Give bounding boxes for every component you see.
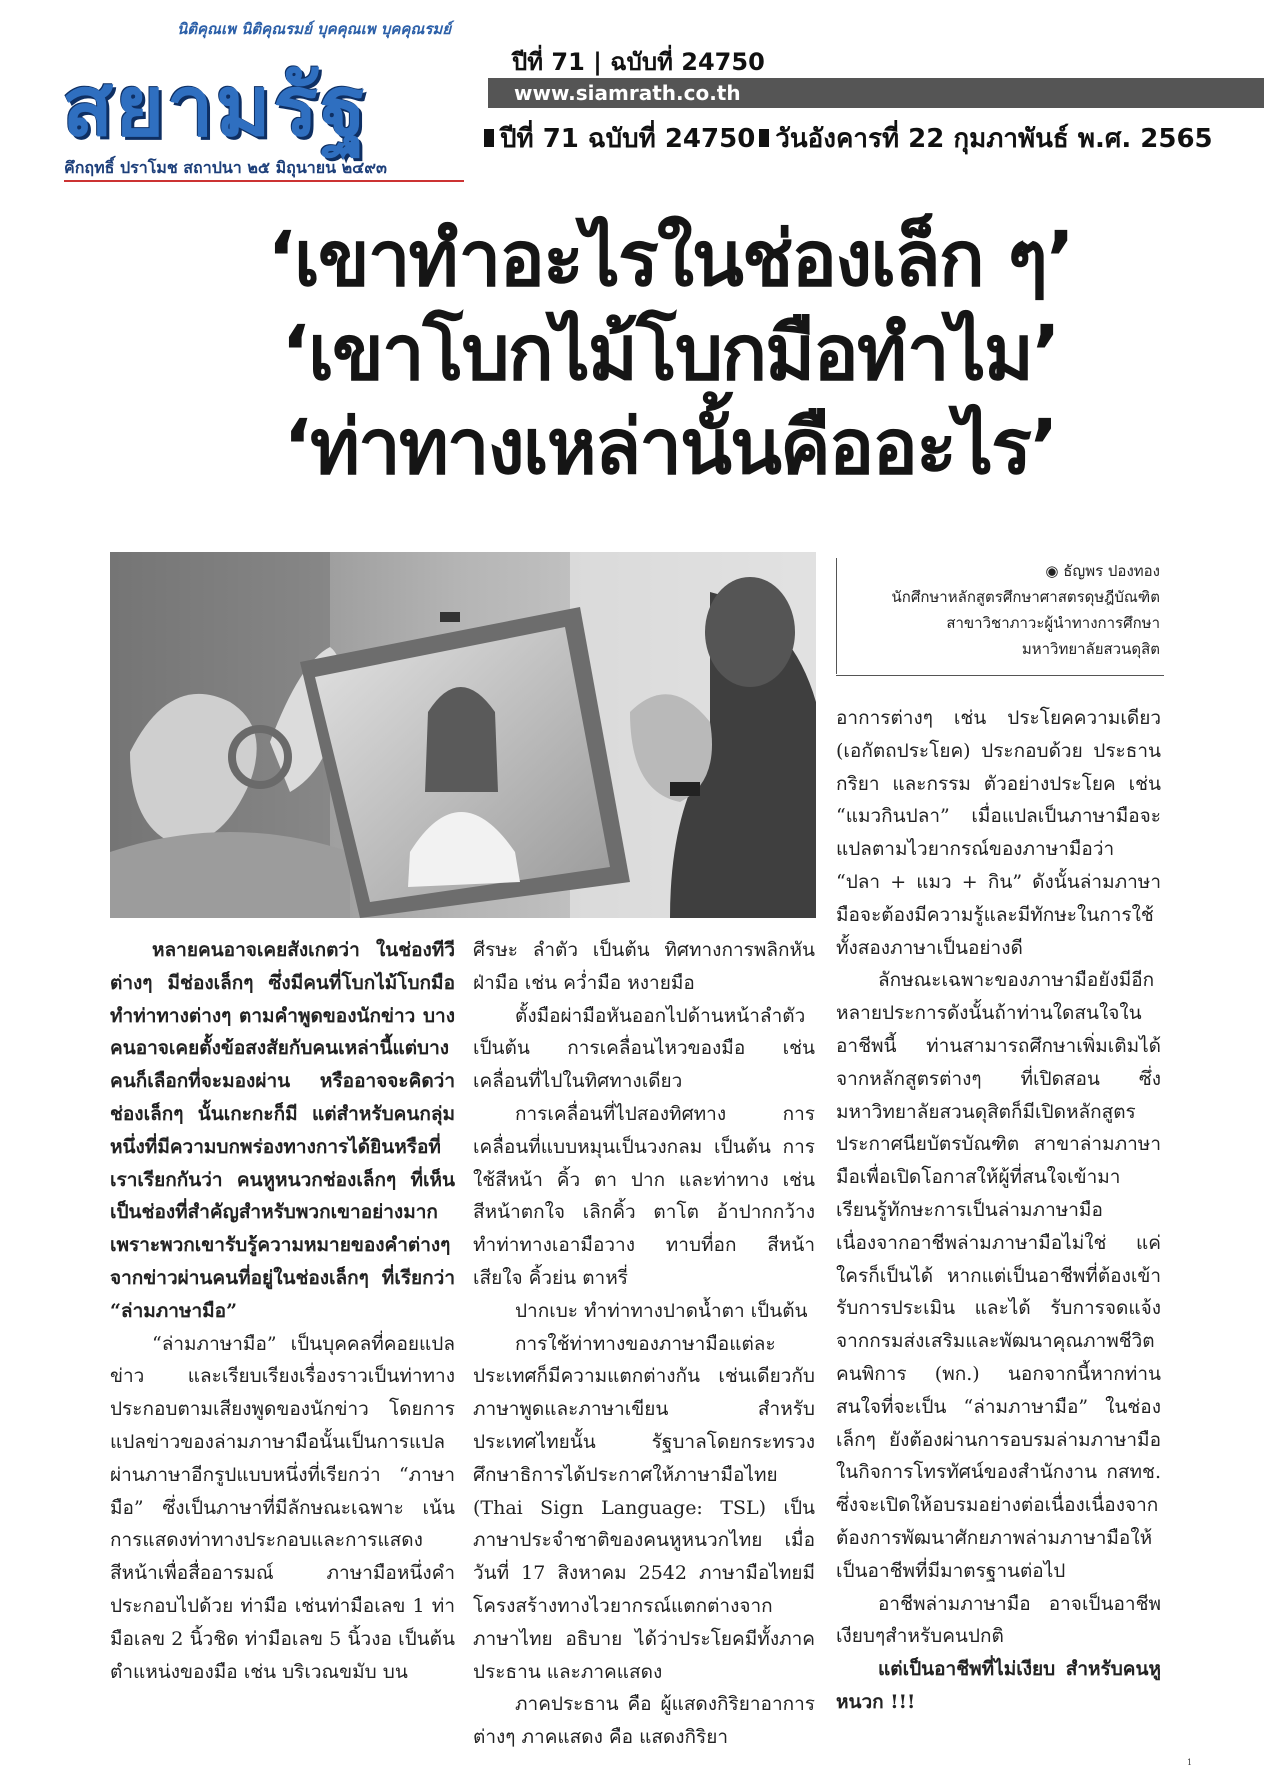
author-department: สาขาวิชาภาวะผู้นำทางการศึกษา xyxy=(946,614,1160,632)
paragraph: อาชีพล่ามภาษามือ อาจเป็นอาชีพเงียบๆสำหรับคนปกติ xyxy=(836,1592,1161,1648)
author-block xyxy=(850,558,1160,662)
page-number: 1 xyxy=(1187,1758,1193,1767)
url-bar xyxy=(488,78,1264,108)
author-title: นักศึกษาหลักสูตรศึกษาศาสตรดุษฎีบัณฑิต xyxy=(891,588,1160,606)
headline-line: ‘เขาโบกไม้โบกมือทำไม’ xyxy=(281,308,1059,397)
paragraph: หลายคนอาจเคยสังเกตว่า ในช่องทีวีต่างๆ มีช่องเล็กๆ ซึ่งมีคนที่โบกไม้โบกมือ ทำท่าทางต่างๆ ตามคำพูดของนักข่าว บางคนอาจเคยตั้งข้อสงสัยกับคนเหล่านี้แต่บางคนก็เลือกที่จะมองผ่าน หรืออาจจะคิดว่าช่องเล็กๆ นั้นเกะกะก็มี แต่สำหรับคนกลุ่มหนึ่งที่มีความบกพร่องทางการได้ยินหรือที่เราเรียกกันว่า คนหูหนวกช่องเล็กๆ ที่เห็นเป็นช่องที่สำคัญสำหรับพวกเขาอย่างมาก เพราะพวกเขารับรู้ความหมายของคำต่างๆ จากข่าวผ่านคนที่อยู่ในช่องเล็กๆ ที่เรียกว่า “ล่ามภาษามือ” xyxy=(110,939,455,1322)
paragraph: อาการต่างๆ เช่น ประโยคความเดียว (เอกัตถประโยค) ประกอบด้วย ประธาน กริยา และกรรม ตัวอย่างประโยค เช่น “แมวกินปลา” เมื่อแปลเป็นภาษามือจะแปลตามไวยากรณ์ของภาษามือว่า “ปลา + แมว + กิน” ดังนั้นล่ามภาษามือจะต้องมีความรู้และมีทักษะในการใช้ทั้งสองภาษาเป็นอย่างดี xyxy=(836,707,1161,959)
article-column-1 xyxy=(110,934,455,1688)
closing-paragraph: แต่เป็นอาชีพที่ไม่เงียบ สำหรับคนหูหนวก !!! xyxy=(836,1658,1161,1713)
article-column-2 xyxy=(473,934,815,1754)
paragraph: การใช้ท่าทางของภาษามือแต่ละประเทศก็มีความแตกต่างกัน เช่นเดียวกับภาษาพูดและภาษาเขียน สำหรับประเทศไทยนั้น รัฐบาลโดยกระทรวงศึกษาธิการได้ประกาศให้ภาษามือไทย (Thai Sign Language: TSL) เป็นภาษาประจำชาติของคนหูหนวกไทย เมื่อวันที่ 17 สิงหาคม 2542 ภาษามือไทยมีโครงสร้างทางไวยากรณ์แตกต่างจากภาษาไทย อธิบาย ได้ว่าประโยคมีทั้งภาคประธาน และภาคแสดง xyxy=(473,1332,815,1683)
paragraph: การเคลื่อนที่ไปสองทิศทาง การเคลื่อนที่แบบหมุนเป็นวงกลม เป็นต้น การใช้สีหน้า คิ้ว ตา ปาก และท่าทาง เช่น สีหน้าตกใจ เลิกคิ้ว ตาโต อ้าปากกว้าง ทำท่าทางเอามือวาง ทาบที่อก สีหน้าเสียใจ คิ้วย่น ตาหรี่ xyxy=(473,1102,815,1289)
paragraph: ภาคประธาน คือ ผู้แสดงกิริยาอาการต่างๆ ภาคแสดง คือ แสดงกิริยา xyxy=(473,1693,815,1749)
logo-subtitle: คึกฤทธิ์ ปราโมช สถาปนา ๒๕ มิถุนายน ๒๔๙๓ xyxy=(64,158,464,182)
author-university: มหาวิทยาลัยสวนดุสิต xyxy=(1021,640,1160,658)
newspaper-logo xyxy=(62,22,466,192)
author-name: ธัญพร ปองทอง xyxy=(1063,562,1160,580)
site-url[interactable]: www.siamrath.co.th xyxy=(514,81,741,105)
bullet-square-icon xyxy=(484,129,494,147)
logo-wordmark: สยามรัฐ xyxy=(62,57,369,155)
paragraph: ตั้งมือผ่ามือหันออกไปด้านหน้าลำตัว เป็นต้น การเคลื่อนไหวของมือ เช่น เคลื่อนที่ไปในทิศทางเดียว xyxy=(473,1004,815,1093)
dateline-issue: ปีที่ 71 ฉบับที่ 24750 xyxy=(500,124,756,154)
dateline-date: วันอังคารที่ 22 กุมภาพันธ์ พ.ศ. 2565 xyxy=(775,124,1213,154)
bullet-square-icon xyxy=(759,129,769,147)
sign-language-photo xyxy=(110,552,816,918)
headline xyxy=(230,212,1110,494)
headline-line: ‘ท่าทางเหล่านั้นคืออะไร’ xyxy=(283,402,1057,491)
article-column-3 xyxy=(836,702,1161,1719)
author-divider xyxy=(836,558,837,674)
paragraph: ศีรษะ ลำตัว เป็นต้น ทิศทางการพลิกหันฝ่ามือ เช่น คว่ำมือ หงายมือ xyxy=(473,939,815,994)
article-photo xyxy=(110,552,816,918)
logo-tagline: นิติคุณเพ นิติคุณรมย์ บุคคุณเพ บุคคุณรมย์ xyxy=(177,20,452,38)
author-divider-bottom xyxy=(836,675,1164,676)
paragraph: ปากเบะ ทำท่าทางปาดน้ำตา เป็นต้น xyxy=(515,1299,808,1322)
pen-icon: ◉ xyxy=(1045,562,1064,580)
issue-number: ปีที่ 71 | ฉบับที่ 24750 xyxy=(512,48,765,76)
paragraph: “ล่ามภาษามือ” เป็นบุคคลที่คอยแปลข่าว และเรียบเรียงเรื่องราวเป็นท่าทางประกอบตามเสียงพูดของนักข่าว โดยการแปลข่าวของล่ามภาษามือนั้นเป็นการแปลผ่านภาษาอีกรูปแบบหนึ่งที่เรียกว่า “ภาษามือ” ซึ่งเป็นภาษาที่มีลักษณะเฉพาะ เน้นการแสดงท่าทางประกอบและการแสดงสีหน้าเพื่อสื่ออารมณ์ ภาษามือหนึ่งคำประกอบไปด้วย ท่ามือ เช่นท่ามือเลข 1 ท่ามือเลข 2 นิ้วชิด ท่ามือเลข 5 นิ้วงอ เป็นต้น ตำแหน่งของมือ เช่น บริเวณขมับ บน xyxy=(110,1332,455,1683)
headline-line: ‘เขาทำอะไรในช่องเล็ก ๆ’ xyxy=(267,214,1073,303)
dateline xyxy=(480,118,1213,159)
paragraph: ลักษณะเฉพาะของภาษามือยังมีอีกหลายประการดังนั้นถ้าท่านใดสนใจในอาชีพนี้ ท่านสามารถศึกษาเพิ่มเติมได้จากหลักสูตรต่างๆ ที่เปิดสอน ซึ่งมหาวิทยาลัยสวนดุสิตก็มีเปิดหลักสูตรประกาศนียบัตรบัณฑิต สาขาล่ามภาษามือเพื่อเปิดโอกาสให้ผู้ที่สนใจเข้ามาเรียนรู้ทักษะการเป็นล่ามภาษามือ เนื่องจากอาชีพล่ามภาษามือไม่ใช่ แค่ใครก็เป็นได้ หากแต่เป็นอาชีพที่ต้องเข้ารับการประเมิน และได้ รับการจดแจ้งจากกรมส่งเสริมและพัฒนาคุณภาพชีวิต คนพิการ (พก.) นอกจากนี้หากท่านสนใจที่จะเป็น “ล่ามภาษามือ” ในช่องเล็กๆ ยังต้องผ่านการอบรมล่ามภาษามือในกิจการโทรทัศน์ของสำนักงาน กสทช. ซึ่งจะเปิดให้อบรมอย่างต่อเนื่องเนื่องจากต้องการพัฒนาศักยภาพล่ามภาษามือให้เป็นอาชีพที่มีมาตรฐานต่อไป xyxy=(836,969,1161,1582)
